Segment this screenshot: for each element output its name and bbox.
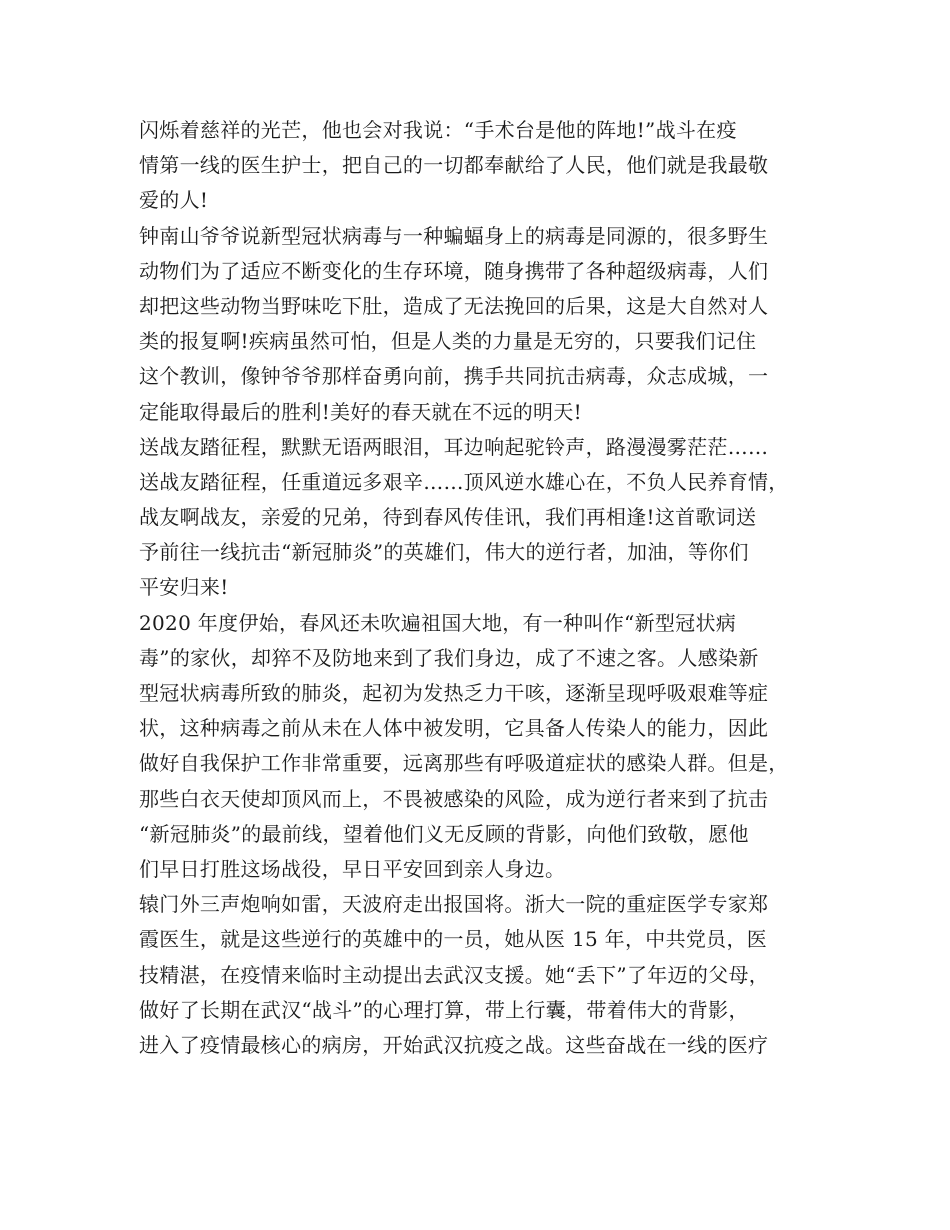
text-line: 做好自我保护工作非常重要，远离那些有呼吸道症状的感染人群。但是， (139, 751, 789, 776)
text-line: 型冠状病毒所致的肺炎，起初为发热乏力干咳，逐渐呈现呼吸艰难等症 (139, 681, 769, 705)
text-line: 2020 年度伊始，春风还未吹遍祖国大地，有一种叫作“新型冠状病 (139, 610, 737, 635)
text-line: 却把这些动物当野味吃下肚，造成了无法挽回的后果，这是大自然对人 (139, 293, 769, 318)
text-line: 闪烁着慈祥的光芒，他也会对我说：“手术台是他的阵地!”战斗在疫 (139, 118, 737, 142)
text-line: 状，这种病毒之前从未在人体中被发明，它具备人传染人的能力，因此 (139, 716, 769, 741)
text-line: 霞医生，就是这些逆行的英雄中的一员，她从医 15 年，中共党员，医 (139, 927, 768, 952)
text-line: 类的报复啊!疾病虽然可怕，但是人类的力量是无穷的，只要我们记住 (139, 329, 757, 354)
text-line: “新冠肺炎”的最前线，望着他们义无反顾的背影，向他们致敬，愿他 (139, 821, 749, 846)
text-line: 送战友踏征程，任重道远多艰辛……顶风逆水雄心在，不负人民养育情， (139, 469, 789, 494)
article-body (139, 113, 819, 1063)
text-line: 做好了长期在武汉“战斗”的心理打算，带上行囊，带着伟大的背影， (139, 997, 749, 1022)
text-line: 予前往一线抗击“新冠肺炎”的英雄们，伟大的逆行者，加油，等你们 (139, 540, 749, 565)
text-line: 爱的人! (139, 188, 209, 213)
text-line: 平安归来! (139, 575, 229, 600)
text-line: 技精湛，在疫情来临时主动提出去武汉支援。她“丢下”了年迈的父母， (139, 962, 770, 987)
text-line: 钟南山爷爷说新型冠状病毒与一种蝙蝠身上的病毒是同源的，很多野生 (139, 223, 769, 248)
text-line: 辕门外三声炮响如雷，天波府走出报国将。浙大一院的重症医学专家郑 (139, 892, 769, 917)
text-line: 毒”的家伙，却猝不及防地来到了我们身边，成了不速之客。人感染新 (139, 645, 759, 670)
text-line: 这个教训，像钟爷爷那样奋勇向前，携手共同抗击病毒，众志成城，一 (139, 364, 769, 389)
text-line: 那些白衣天使却顶风而上，不畏被感染的风险，成为逆行者来到了抗击 (139, 786, 769, 811)
text-line: 送战友踏征程，默默无语两眼泪，耳边响起驼铃声，路漫漫雾茫茫…… (139, 434, 769, 459)
text-line: 动物们为了适应不断变化的生存环境，随身携带了各种超级病毒，人们 (139, 258, 769, 283)
text-line: 们早日打胜这场战役，早日平安回到亲人身边。 (139, 856, 566, 881)
text-line: 定能取得最后的胜利!美好的春天就在不远的明天! (139, 399, 582, 424)
text-line: 进入了疫情最核心的病房，开始武汉抗疫之战。这些奋战在一线的医疗 (139, 1032, 769, 1057)
text-line: 战友啊战友，亲爱的兄弟，待到春风传佳讯，我们再相逢!这首歌词送 (139, 505, 757, 530)
text-line: 情第一线的医生护士，把自己的一切都奉献给了人民，他们就是我最敬 (139, 153, 769, 178)
